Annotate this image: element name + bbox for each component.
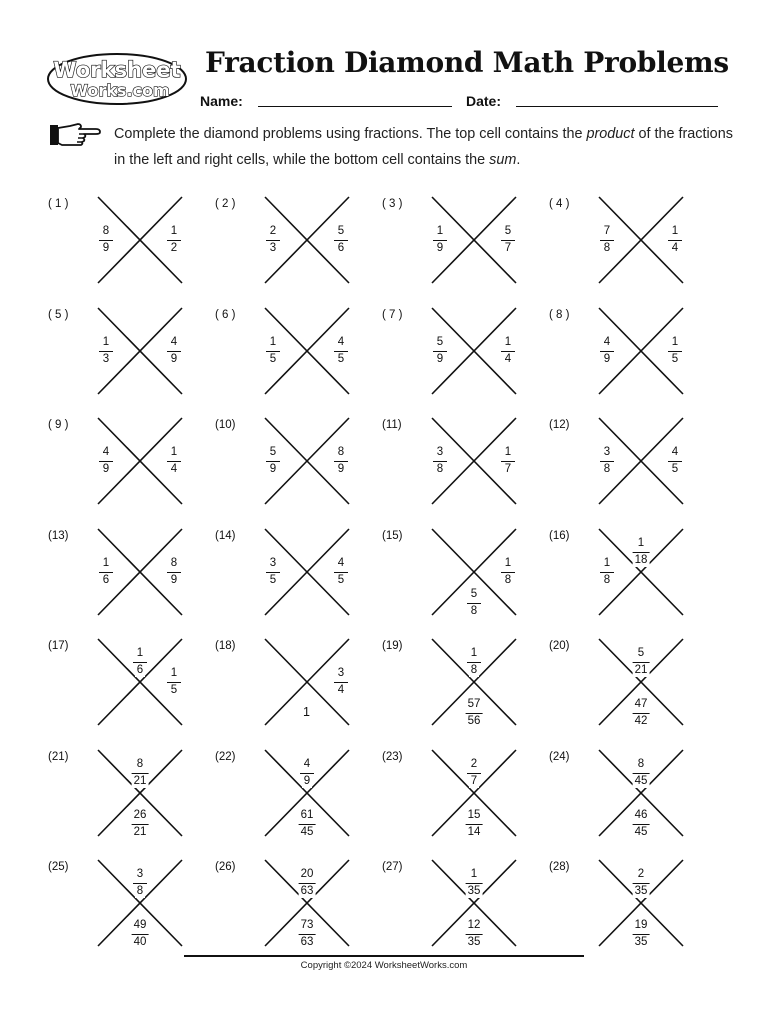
numerator: 1	[470, 868, 478, 880]
denominator: 5	[170, 684, 178, 696]
numerator: 57	[467, 698, 481, 710]
denominator: 6	[102, 574, 110, 586]
numerator: 3	[436, 446, 444, 458]
diamond-problem	[549, 632, 709, 732]
problem-number: (16)	[549, 530, 570, 542]
left-cell-fraction	[99, 225, 113, 255]
top-cell-fraction	[300, 758, 314, 788]
diamond-problem	[382, 411, 542, 511]
numerator: 5	[436, 336, 444, 348]
problem-number: (25)	[48, 861, 69, 873]
fraction-bar	[266, 572, 280, 573]
denominator: 45	[634, 826, 648, 838]
diamond-problem	[48, 853, 208, 953]
right-cell-fraction	[167, 667, 181, 697]
fraction-bar	[132, 824, 149, 825]
problem-number: (23)	[382, 751, 403, 763]
top-cell-fraction	[132, 758, 149, 788]
fraction-bar	[633, 934, 650, 935]
fraction-bar	[334, 461, 348, 462]
top-cell-fraction	[133, 647, 147, 677]
diamond-problem	[215, 190, 375, 290]
fraction-bar	[99, 351, 113, 352]
diamond-problem	[382, 632, 542, 732]
bottom-cell-fraction	[633, 698, 650, 728]
name-label: Name:	[200, 93, 243, 109]
date-field-line[interactable]	[516, 106, 718, 107]
numerator: 8	[102, 225, 110, 237]
right-cell-fraction	[334, 336, 348, 366]
fraction-bar	[167, 682, 181, 683]
numerator: 5	[470, 588, 478, 600]
denominator: 35	[634, 885, 648, 897]
denominator: 45	[634, 775, 648, 787]
fraction-bar	[99, 461, 113, 462]
denominator: 63	[300, 936, 314, 948]
fraction-bar	[467, 603, 481, 604]
bottom-cell-fraction	[633, 809, 650, 839]
denominator: 5	[269, 574, 277, 586]
diamond-problem	[48, 522, 208, 622]
logo-text-works: Works.com	[70, 81, 170, 100]
left-cell-fraction	[99, 557, 113, 587]
numerator: 47	[634, 698, 648, 710]
right-cell-fraction	[501, 446, 515, 476]
denominator: 40	[133, 936, 147, 948]
denominator: 9	[102, 463, 110, 475]
left-cell-fraction	[433, 336, 447, 366]
numerator: 4	[303, 758, 311, 770]
right-cell-fraction	[334, 557, 348, 587]
fraction-bar	[433, 240, 447, 241]
fraction-bar	[501, 572, 515, 573]
date-label: Date:	[466, 93, 502, 109]
right-cell-fraction	[167, 446, 181, 476]
fraction-bar	[299, 934, 316, 935]
numerator: 1	[102, 336, 110, 348]
right-cell-fraction	[167, 336, 181, 366]
denominator: 3	[269, 242, 277, 254]
problem-number: (12)	[549, 419, 570, 431]
fraction-bar	[334, 240, 348, 241]
diamond-problem	[382, 853, 542, 953]
fraction-bar	[633, 773, 650, 774]
diamond-problem	[48, 190, 208, 290]
left-cell-fraction	[266, 446, 280, 476]
pointing-hand-icon	[48, 122, 102, 148]
fraction-bar	[299, 883, 316, 884]
denominator: 5	[269, 353, 277, 365]
fraction-bar	[633, 713, 650, 714]
denominator: 9	[337, 463, 345, 475]
denominator: 9	[170, 574, 178, 586]
problem-number: (15)	[382, 530, 403, 542]
problem-number: ( 3 )	[382, 198, 403, 210]
problem-number: ( 2 )	[215, 198, 236, 210]
diamond-problem	[549, 411, 709, 511]
denominator: 21	[634, 664, 648, 676]
diamond-problem	[48, 301, 208, 401]
top-cell-fraction	[299, 868, 316, 898]
fraction-bar	[633, 662, 650, 663]
denominator: 4	[170, 463, 178, 475]
denominator: 9	[170, 353, 178, 365]
fraction-bar	[466, 934, 483, 935]
problem-number: ( 8 )	[549, 309, 570, 321]
problem-number: (14)	[215, 530, 236, 542]
numerator: 61	[300, 809, 314, 821]
fraction-bar	[633, 883, 650, 884]
denominator: 8	[603, 242, 611, 254]
denominator: 3	[102, 353, 110, 365]
diamond-problem	[215, 411, 375, 511]
numerator: 3	[136, 868, 144, 880]
denominator: 8	[436, 463, 444, 475]
diamond-problem	[215, 301, 375, 401]
fraction-bar	[467, 773, 481, 774]
diamond-problem	[382, 301, 542, 401]
diamond-problem	[549, 853, 709, 953]
numerator: 1	[170, 446, 178, 458]
diamond-problem	[215, 743, 375, 843]
instructions: Complete the diamond problems using fractions. The top cell contains the product of the fractions in the left and right cells, while the bottom cell contains the sum.	[114, 126, 733, 168]
numerator: 4	[603, 336, 611, 348]
denominator: 9	[102, 242, 110, 254]
page-title: Fraction Diamond Math Problems	[205, 46, 729, 79]
left-cell-fraction	[600, 225, 614, 255]
denominator: 18	[634, 554, 648, 566]
denominator: 35	[634, 936, 648, 948]
fraction-bar	[668, 351, 682, 352]
denominator: 4	[671, 242, 679, 254]
fraction-bar	[299, 824, 316, 825]
denominator: 9	[603, 353, 611, 365]
numerator: 1	[102, 557, 110, 569]
fraction-bar	[300, 773, 314, 774]
fraction-bar	[600, 572, 614, 573]
right-cell-fraction	[501, 336, 515, 366]
problem-number: (21)	[48, 751, 69, 763]
diamond-problem	[382, 522, 542, 622]
numerator: 20	[300, 868, 314, 880]
fraction-bar	[133, 662, 147, 663]
diamond-problem	[215, 632, 375, 732]
denominator: 35	[467, 936, 481, 948]
fraction-bar	[133, 883, 147, 884]
numerator: 3	[269, 557, 277, 569]
numerator: 4	[671, 446, 679, 458]
top-cell-fraction	[133, 868, 147, 898]
denominator: 8	[470, 664, 478, 676]
left-cell-fraction	[433, 225, 447, 255]
denominator: 5	[337, 353, 345, 365]
numerator: 1	[637, 537, 645, 549]
right-cell-fraction	[334, 446, 348, 476]
bottom-cell-fraction	[633, 919, 650, 949]
problem-number: ( 9 )	[48, 419, 69, 431]
problem-number: (13)	[48, 530, 69, 542]
denominator: 4	[504, 353, 512, 365]
problem-number: (11)	[382, 419, 402, 431]
denominator: 14	[467, 826, 481, 838]
problem-number: (26)	[215, 861, 236, 873]
numerator: 1	[136, 647, 144, 659]
top-cell-fraction	[467, 758, 481, 788]
diamond-problem	[215, 522, 375, 622]
problem-number: ( 5 )	[48, 309, 69, 321]
denominator: 5	[337, 574, 345, 586]
denominator: 5	[671, 463, 679, 475]
fraction-bar	[167, 351, 181, 352]
top-cell-fraction	[467, 647, 481, 677]
fraction-bar	[466, 883, 483, 884]
diamond-problem	[549, 190, 709, 290]
left-cell-fraction	[99, 446, 113, 476]
problem-number: (27)	[382, 861, 403, 873]
numerator: 3	[603, 446, 611, 458]
bottom-cell-fraction	[466, 698, 483, 728]
problem-number: (22)	[215, 751, 236, 763]
left-cell-fraction	[99, 336, 113, 366]
numerator: 26	[133, 809, 147, 821]
top-cell-fraction	[633, 868, 650, 898]
problem-number: (19)	[382, 640, 403, 652]
denominator: 56	[467, 715, 481, 727]
numerator: 8	[170, 557, 178, 569]
numerator: 1	[504, 557, 512, 569]
numerator: 15	[467, 809, 481, 821]
problem-number: (24)	[549, 751, 570, 763]
footer-divider	[184, 955, 584, 957]
fraction-bar	[466, 824, 483, 825]
fraction-bar	[501, 240, 515, 241]
problem-number: ( 4 )	[549, 198, 570, 210]
fraction-bar	[668, 240, 682, 241]
right-cell-fraction	[501, 225, 515, 255]
numerator: 8	[136, 758, 144, 770]
numerator: 1	[269, 336, 277, 348]
fraction-bar	[600, 461, 614, 462]
problem-number: (28)	[549, 861, 570, 873]
right-cell-fraction	[668, 336, 682, 366]
right-cell-fraction	[334, 225, 348, 255]
numerator: 2	[470, 758, 478, 770]
fraction-bar	[167, 572, 181, 573]
denominator: 6	[136, 664, 144, 676]
right-cell-fraction	[668, 446, 682, 476]
problem-number: (20)	[549, 640, 570, 652]
denominator: 21	[133, 826, 147, 838]
left-cell-fraction	[266, 225, 280, 255]
numerator: 4	[170, 336, 178, 348]
numerator: 1	[603, 557, 611, 569]
denominator: 42	[634, 715, 648, 727]
top-cell-fraction	[466, 868, 483, 898]
left-cell-fraction	[266, 336, 280, 366]
bottom-cell-fraction	[132, 919, 149, 949]
numerator: 1	[504, 446, 512, 458]
problem-number: ( 6 )	[215, 309, 236, 321]
denominator: 9	[269, 463, 277, 475]
fraction-bar	[167, 461, 181, 462]
diamond-problem	[215, 853, 375, 953]
problem-number: ( 7 )	[382, 309, 403, 321]
problem-number: ( 1 )	[48, 198, 69, 210]
numerator: 19	[634, 919, 648, 931]
bottom-cell-fraction	[467, 588, 481, 618]
numerator: 4	[337, 336, 345, 348]
denominator: 9	[436, 353, 444, 365]
problem-number: (10)	[215, 419, 236, 431]
numerator: 1	[470, 647, 478, 659]
bottom-cell-value: 1	[303, 705, 310, 719]
fraction-bar	[266, 461, 280, 462]
bottom-cell-fraction	[299, 919, 316, 949]
denominator: 2	[170, 242, 178, 254]
fraction-bar	[433, 351, 447, 352]
bottom-cell-fraction	[299, 809, 316, 839]
numerator: 1	[170, 225, 178, 237]
numerator: 4	[337, 557, 345, 569]
worksheetworks-logo	[46, 52, 188, 106]
denominator: 5	[671, 353, 679, 365]
denominator: 8	[603, 574, 611, 586]
diamond-problem	[48, 411, 208, 511]
right-cell-fraction	[167, 557, 181, 587]
diamond-problem	[382, 743, 542, 843]
top-cell-fraction	[633, 647, 650, 677]
instructions-product: product	[586, 126, 635, 142]
numerator: 1	[170, 667, 178, 679]
fraction-bar	[600, 240, 614, 241]
right-cell-fraction	[334, 667, 348, 697]
left-cell-fraction	[600, 557, 614, 587]
denominator: 8	[136, 885, 144, 897]
denominator: 8	[603, 463, 611, 475]
numerator: 2	[637, 868, 645, 880]
bottom-cell-fraction	[466, 919, 483, 949]
fraction-bar	[99, 572, 113, 573]
denominator: 8	[470, 605, 478, 617]
numerator: 1	[436, 225, 444, 237]
denominator: 7	[504, 463, 512, 475]
diamond-problem	[549, 301, 709, 401]
fraction-bar	[132, 773, 149, 774]
fraction-bar	[466, 713, 483, 714]
top-cell-fraction	[633, 537, 650, 567]
numerator: 5	[337, 225, 345, 237]
numerator: 1	[671, 225, 679, 237]
diamond-problem	[549, 743, 709, 843]
left-cell-fraction	[433, 446, 447, 476]
fraction-bar	[266, 240, 280, 241]
denominator: 8	[504, 574, 512, 586]
problem-number: (17)	[48, 640, 69, 652]
denominator: 4	[337, 684, 345, 696]
right-cell-fraction	[501, 557, 515, 587]
numerator: 3	[337, 667, 345, 679]
fraction-bar	[132, 934, 149, 935]
bottom-cell-fraction	[132, 809, 149, 839]
bottom-cell-fraction	[466, 809, 483, 839]
left-cell-fraction	[600, 446, 614, 476]
numerator: 4	[102, 446, 110, 458]
copyright: Copyright ©2024 WorksheetWorks.com	[300, 960, 468, 971]
fraction-bar	[167, 240, 181, 241]
fraction-bar	[99, 240, 113, 241]
numerator: 12	[467, 919, 481, 931]
numerator: 73	[300, 919, 314, 931]
fraction-bar	[501, 461, 515, 462]
name-field-line[interactable]	[258, 106, 452, 107]
left-cell-fraction	[600, 336, 614, 366]
numerator: 7	[603, 225, 611, 237]
top-cell-fraction	[633, 758, 650, 788]
numerator: 1	[504, 336, 512, 348]
denominator: 7	[504, 242, 512, 254]
denominator: 45	[300, 826, 314, 838]
fraction-bar	[334, 351, 348, 352]
diamond-problem	[48, 632, 208, 732]
fraction-bar	[334, 682, 348, 683]
instructions-sum: sum	[489, 152, 517, 168]
numerator: 1	[671, 336, 679, 348]
logo-text-worksheet: Worksheet	[53, 58, 181, 82]
denominator: 6	[337, 242, 345, 254]
problem-number: (18)	[215, 640, 236, 652]
fraction-bar	[266, 351, 280, 352]
numerator: 2	[269, 225, 277, 237]
numerator: 8	[337, 446, 345, 458]
numerator: 5	[637, 647, 645, 659]
denominator: 21	[133, 775, 147, 787]
fraction-bar	[334, 572, 348, 573]
fraction-bar	[633, 552, 650, 553]
denominator: 9	[436, 242, 444, 254]
fraction-bar	[467, 662, 481, 663]
numerator: 8	[637, 758, 645, 770]
right-cell-fraction	[668, 225, 682, 255]
fraction-bar	[501, 351, 515, 352]
fraction-bar	[600, 351, 614, 352]
left-cell-fraction	[266, 557, 280, 587]
denominator: 63	[300, 885, 314, 897]
fraction-bar	[433, 461, 447, 462]
numerator: 5	[504, 225, 512, 237]
diamond-problem	[549, 522, 709, 622]
fraction-bar	[633, 824, 650, 825]
denominator: 35	[467, 885, 481, 897]
fraction-bar	[668, 461, 682, 462]
denominator: 9	[303, 775, 311, 787]
numerator: 46	[634, 809, 648, 821]
numerator: 49	[133, 919, 147, 931]
denominator: 7	[470, 775, 478, 787]
numerator: 5	[269, 446, 277, 458]
diamond-problem	[382, 190, 542, 290]
right-cell-fraction	[167, 225, 181, 255]
diamond-problem	[48, 743, 208, 843]
